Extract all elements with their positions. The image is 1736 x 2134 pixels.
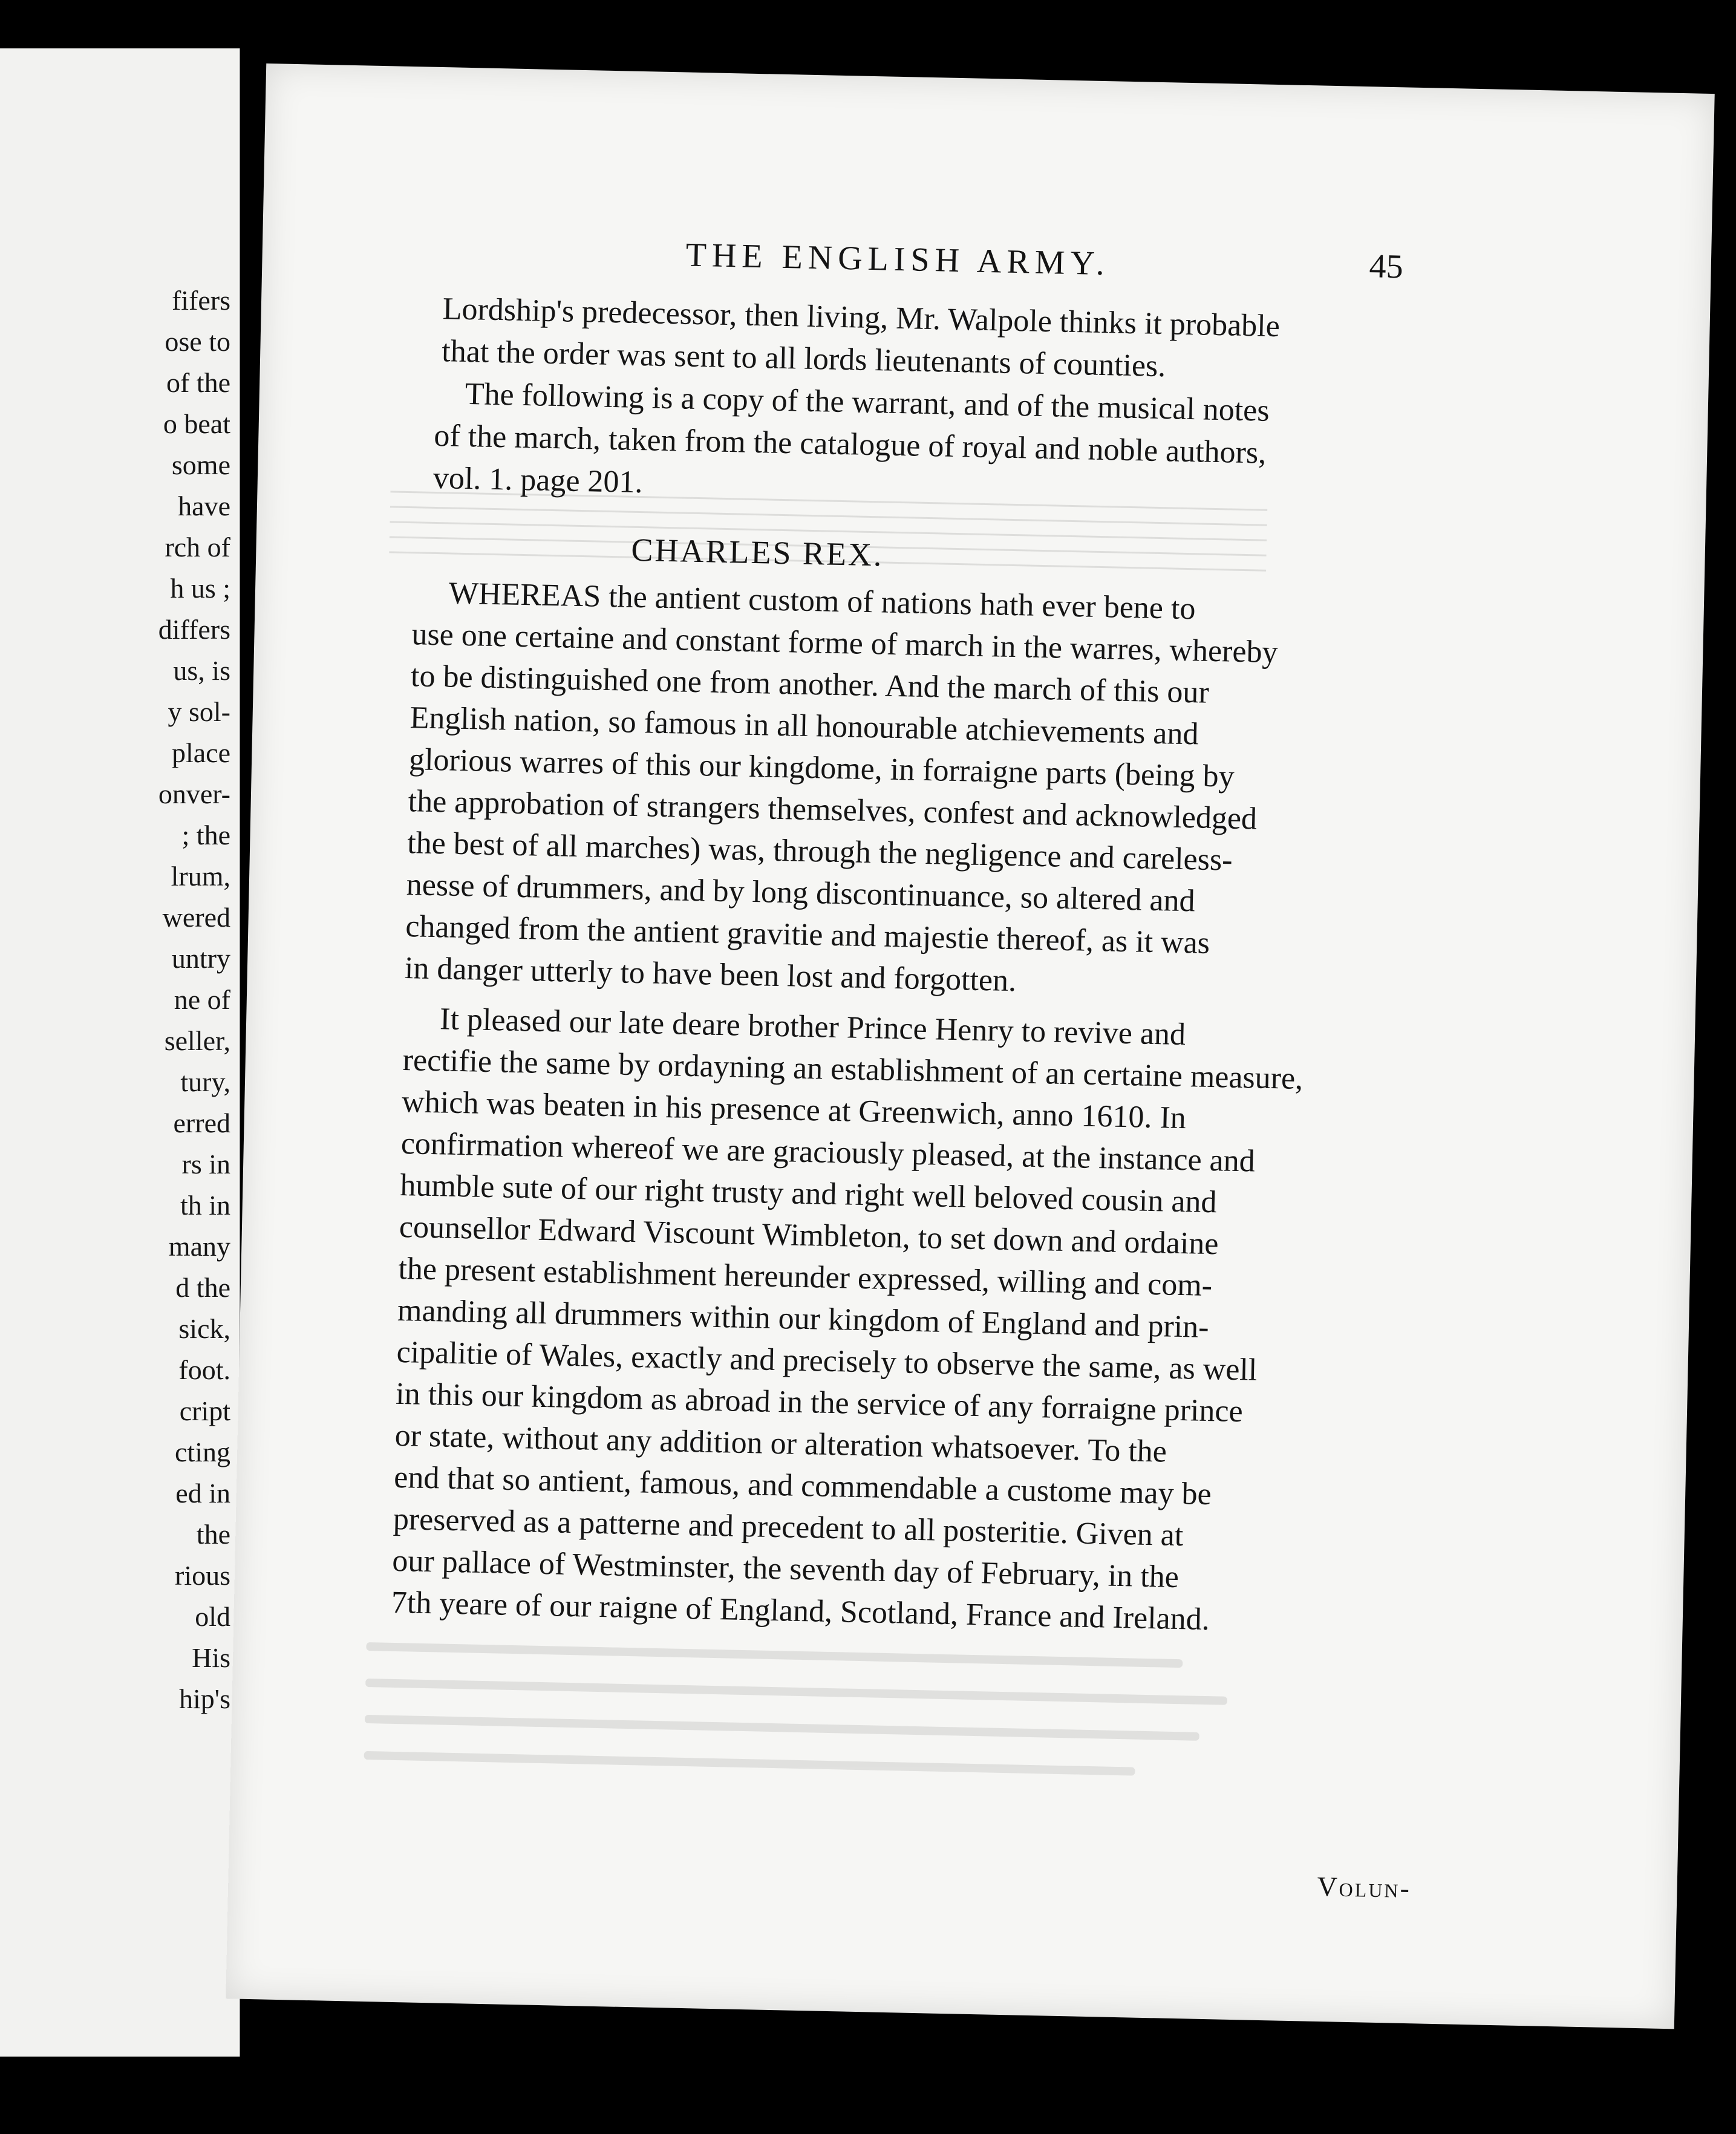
warrant-line: humble sute of our right trusty and right well beloved cousin and [399,1167,1218,1220]
intro-line: The following is a copy of the warrant, and of the musical notes [465,376,1270,428]
left-page-line: ose to [165,326,230,357]
intro-line: of the march, taken from the catalogue of royal and noble authors, [433,418,1267,471]
left-page-line: onver- [158,778,230,809]
warrant-line: nesse of drummers, and by long discontinuance, so altered and [406,867,1196,919]
warrant-line: preserved as a patterne and precedent to all posteritie. Given at [393,1501,1184,1553]
left-page-line: o beat [163,408,230,439]
left-page-line: ed in [175,1478,230,1509]
left-page-line: ne of [174,984,230,1015]
left-page-line: h us ; [170,573,230,604]
left-page-line: old [195,1601,230,1632]
left-page-line: lrum, [171,861,230,892]
body-text [226,64,1714,2029]
left-page-line: many [168,1231,230,1262]
left-page-line: His [192,1642,230,1673]
warrant-line: WHEREAS the antient custom of nations hath ever bene to [448,576,1196,627]
warrant-line: English nation, so famous in all honourable atchievements and [410,700,1199,752]
left-page-line: place [171,737,230,768]
right-page [226,64,1714,2029]
warrant-line: glorious warres of this our kingdome, in forraigne parts (being by [408,742,1235,794]
warrant-line: the best of all marches) was, through the negligence and careless- [406,826,1233,878]
left-page-line: the [196,1519,230,1550]
left-page-line: d the [175,1272,230,1303]
warrant-line: rectifie the same by ordayning an establishment of an certaine measure, [402,1043,1304,1097]
left-page-line: of the [166,367,230,398]
intro-line: vol. 1. page 201. [432,460,644,500]
warrant-line: or state, without any addition or alteration whatsoever. To the [394,1418,1167,1469]
left-page-line: fifers [171,285,230,316]
warrant-line: which was beaten in his presence at Greenwich, anno 1610. In [401,1084,1187,1136]
left-page-line: cript [179,1395,230,1426]
left-page-line: have [178,491,230,521]
warrant-line: counsellor Edward Viscount Wimbleton, to set down and ordaine [399,1209,1219,1262]
running-head: THE ENGLISH ARMY. [685,236,1111,283]
warrant-line: confirmation whereof we are graciously pleased, at the instance and [400,1126,1256,1179]
warrant-line: It pleased our late deare brother Prince Henry to revive and [439,1002,1186,1052]
left-page-line: erred [173,1108,230,1138]
left-page-line: seller, [164,1025,230,1056]
left-page-line: rious [175,1560,230,1591]
left-page-line: wered [162,902,230,933]
intro-line: Lordship's predecessor, then living, Mr. Walpole thinks it probable [442,292,1281,344]
left-page-line: differs [158,614,230,645]
warrant-line: in danger utterly to have been lost and forgotten. [404,951,1017,999]
warrant-line: to be distinguished one from another. And the march of this our [410,659,1210,710]
warrant-line: our pallace of Westminster, the seventh day of February, in the [391,1543,1180,1595]
warrant-heading: CHARLES REX. [630,531,884,573]
warrant-line: manding all drummers within our kingdom of England and prin- [397,1293,1210,1345]
warrant-line: end that so antient, famous, and commendable a custome may be [393,1460,1212,1512]
warrant-line: the present establishment hereunder expressed, willing and com- [397,1251,1213,1304]
warrant-line: in this our kingdom as abroad in the service of any forraigne prince [395,1376,1244,1429]
left-page-line: us, is [173,655,230,686]
left-page-line: tury, [180,1066,230,1097]
intro-line: that the order was sent to all lords lieutenants of counties. [441,334,1166,384]
left-page-line: hip's [179,1683,230,1714]
warrant-line: cipalitie of Wales, exactly and precisely to observe the same, as well [396,1334,1258,1388]
page-number: 45 [1368,247,1404,286]
warrant-line: use one certaine and constant forme of march in the warres, whereby [411,617,1279,670]
warrant-line: changed from the antient gravitie and majestie thereof, as it was [405,909,1210,961]
left-page-line: y sol- [168,696,230,727]
left-page-line: sick, [178,1313,230,1344]
catchword: Volun- [1316,1870,1412,1904]
left-page-line: th in [180,1190,230,1221]
left-page-line: some [171,449,230,480]
left-page-line: rs in [181,1149,230,1180]
left-page-line: rch of [165,532,230,563]
left-page-line: cting [175,1437,230,1467]
left-page-line: untry [171,943,230,974]
left-page-fragment [0,48,240,2057]
left-page-line: ; the [181,820,230,850]
warrant-line: 7th yeare of our raigne of England, Scotland, France and Ireland. [391,1585,1210,1637]
left-page-line: foot. [178,1354,230,1385]
warrant-line: the approbation of strangers themselves, confest and acknowledged [408,784,1258,837]
